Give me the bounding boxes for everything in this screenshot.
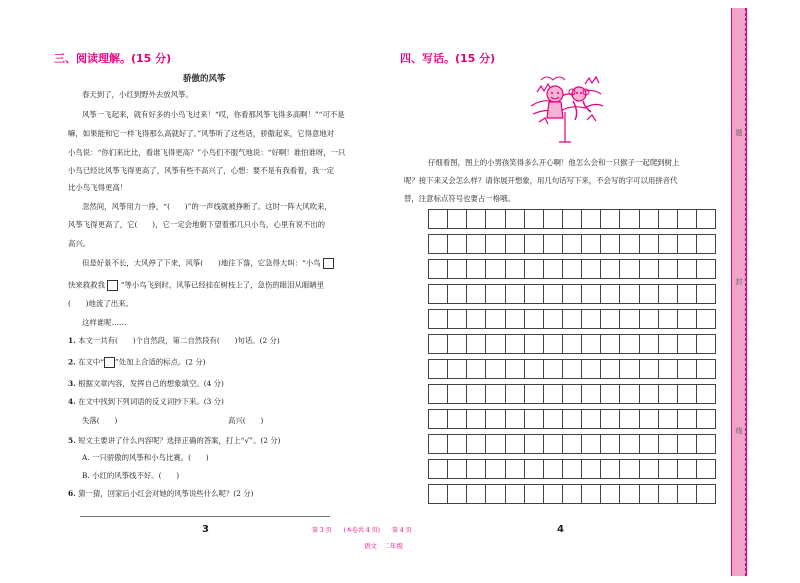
grid-row[interactable] [428,459,716,479]
grid-row[interactable] [428,284,716,304]
question-3 [68,379,224,389]
binding-mark-ti: 题 [735,129,743,137]
footer-subject-grade: 语文 二年级 [364,542,403,550]
question-number: 6. [68,489,76,498]
story-paragraph-line: 高兴。 [68,239,91,248]
binding-mark-feng: 封 [735,278,743,286]
antonym-item-2[interactable]: 高兴( ) [228,416,264,425]
story-paragraph-line: 比小鸟飞得更高！ [68,183,128,192]
story-paragraph-line: 风筝一飞起来，就有好多的小鸟飞过来！“哎，你看那风筝飞得多高啊！”“可不是 [82,110,345,119]
question-number: 3. [68,379,76,388]
grid-row[interactable] [428,209,716,229]
grid-row[interactable] [428,334,716,354]
question-text: ”处加上合适的标点。(2 分) [115,357,206,367]
writing-prompt-line: 呢？接下来又会怎么样？请你展开想象，用几句话写下来，不会写的字可以用拼音代 [404,176,678,185]
grid-row[interactable] [428,259,716,279]
story-text: 快来救救我 [68,280,105,290]
story-paragraph-line: ( )地流了出来。 [68,299,133,308]
antonym-item-1[interactable]: 失落( ) [82,416,118,425]
question-text: 根据文章内容，发挥自己的想象填空。(4 分) [78,379,224,388]
story-paragraph-line [68,280,324,291]
page-number-left: 3 [202,524,209,535]
choice-a[interactable]: A. 一只骄傲的风筝和小鸟比赛。( ) [82,453,209,462]
question-2 [68,357,206,368]
story-paragraph-line: 春天到了，小红到野外去放风筝。 [82,90,193,99]
story-paragraph-line: 风筝飞得更高了，它( )，它一定会地朝下望着那几只小鸟，心里有说不出的 [68,220,326,229]
footer-page-info: 第 3 页 (本卷共 4 页) 第 4 页 [312,527,412,534]
question-text: 短文主要讲了什么内容呢？选择正确的答案，打上“√”。(2 分) [78,436,281,445]
story-text: ”等小鸟飞到时，风筝已经挂在树枝上了，急伤的眼泪从眼睛里 [120,280,325,290]
binding-dashed-line [745,8,746,576]
story-text: 但是好景不长，大风停了下来，风筝( )地往下落，它急得大叫：“小鸟 [82,258,321,268]
grid-row[interactable] [428,434,716,454]
story-paragraph-line: 忽然间，风筝用力一挣，“( )”的一声线就被挣断了。这时一阵大风吹来， [82,202,332,211]
question-text: 猜一猜，回家后小红会对她的风筝说些什么呢？(2 分) [78,489,254,498]
choice-b[interactable]: B. 小红的风筝线不好。( ) [82,471,180,480]
story-title: 骄傲的风筝 [183,74,226,84]
punctuation-box [104,357,115,368]
answer-line[interactable] [80,516,330,517]
question-6 [68,489,254,499]
binding-mark-xian: 线 [735,427,743,435]
question-text: 在文中找到下列词语的反义词抄下来。(3 分) [78,397,224,406]
question-number: 4. [68,397,76,406]
writing-grid[interactable] [428,209,716,509]
writing-prompt-line: 仔细看图，图上的小男孩笑得多么开心啊！他怎么会和一只猴子一起爬到树上 [428,158,680,167]
question-number: 1. [68,336,76,345]
boy-and-monkey-illustration [525,72,607,144]
story-paragraph-line: 小鸟已经比风筝飞得更高了，风筝有些不高兴了，心想：要不是有我看着，我一定 [68,166,335,175]
story-paragraph-line: 小鸟说：“你们来比比，看谁飞得更高？”小鸟们不服气地说：“好啊！谁怕谁呀，一只 [68,148,346,157]
grid-row[interactable] [428,359,716,379]
grid-row[interactable] [428,309,716,329]
question-number: 2. [68,357,76,367]
story-paragraph-line [82,258,334,269]
page-number-right: 4 [557,524,564,535]
story-paragraph-line: 这样谁呢…… [82,318,127,327]
writing-prompt-line: 替，注意标点符号也要占一格哦。 [404,194,515,203]
grid-row[interactable] [428,409,716,429]
question-1 [68,336,280,346]
grid-row[interactable] [428,384,716,404]
question-4 [68,397,224,407]
question-text: 本文一共有( )个自然段，第二自然段有( )句话。(2 分) [78,336,280,345]
question-number: 5. [68,436,76,445]
question-text: 在文中“ [78,357,105,367]
grid-row[interactable] [428,234,716,254]
question-5 [68,436,281,446]
punctuation-box[interactable] [107,280,118,291]
section-title-reading: 三、阅读理解。(15 分) [54,52,172,65]
story-paragraph-line: 嘛，如果能和它一样飞得那么高就好了。”风筝听了这些话，骄傲起来，它得意地对 [68,129,335,138]
grid-row[interactable] [428,484,716,504]
punctuation-box[interactable] [323,258,334,269]
section-title-writing: 四、写话。(15 分) [400,52,496,65]
